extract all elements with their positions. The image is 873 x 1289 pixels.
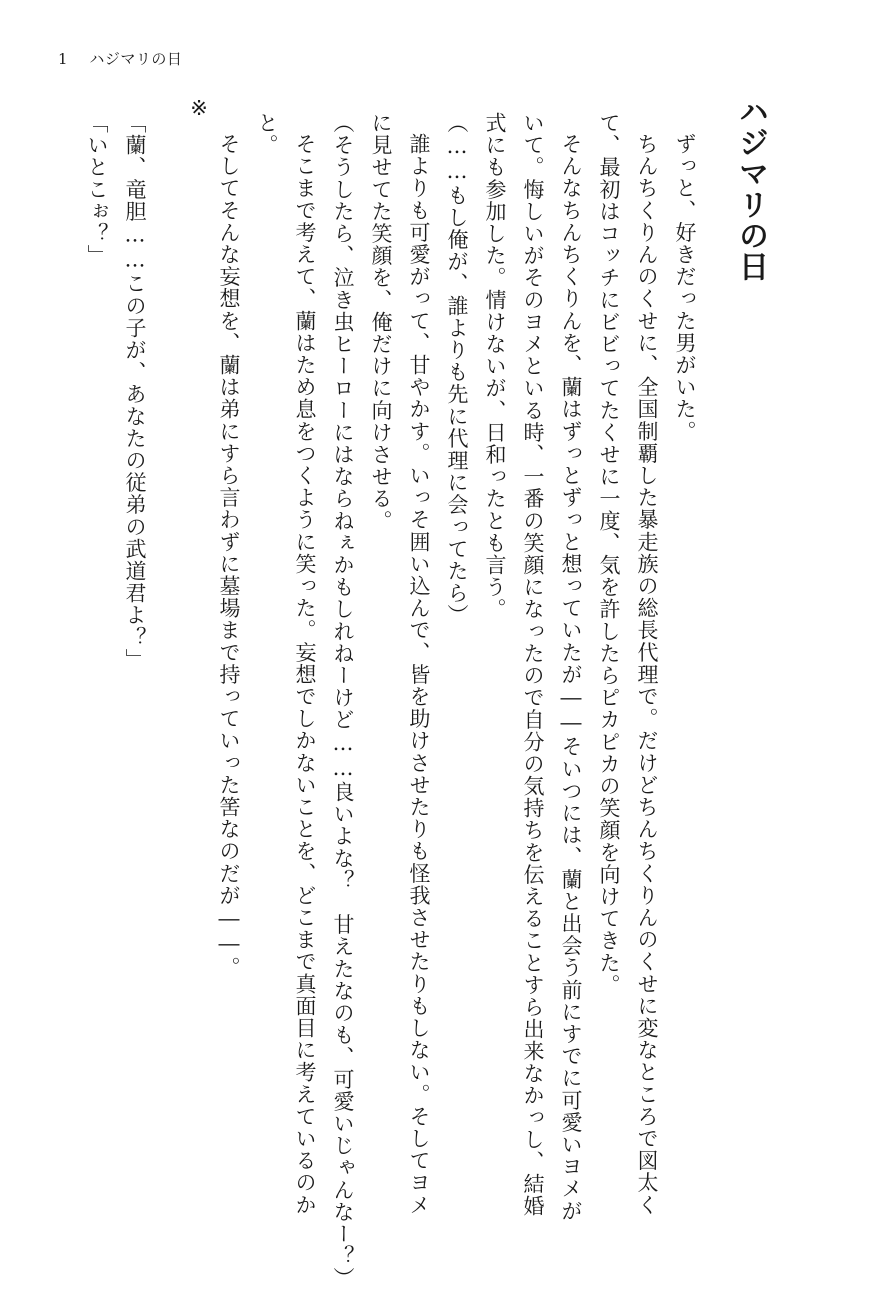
page-header bbox=[58, 48, 182, 69]
chapter-title: ハジマリの日 bbox=[733, 96, 768, 282]
section-break-mark: ※ bbox=[187, 96, 211, 122]
text-line: （……もし俺が、誰よりも先に代理に会ってたら） bbox=[445, 112, 469, 627]
text-line: そんなちんちくりんを、蘭はずっとずっと想っていたが――そいつには、蘭と出会う前にすでに可愛いヨメが bbox=[559, 133, 583, 1222]
text-line: と。 bbox=[255, 112, 279, 157]
text-line: ちんちくりんのくせに、全国制覇した暴走族の総長代理で。だけどちんちくりんのくせに変なところで図太く bbox=[635, 133, 659, 1216]
text-line: （そうしたら、泣き虫ヒーローにはならねぇかもしれねーけど……良いよな？ 甘えたなのも、可愛いじゃんなー？） bbox=[331, 112, 355, 1289]
running-chapter-title: ハジマリの日 bbox=[89, 50, 183, 68]
dialogue-line: 「いとこぉ？」 bbox=[85, 112, 109, 267]
text-line: に見せてた笑顔を、俺だけに向けさせる。 bbox=[369, 112, 393, 532]
dialogue-line: 「蘭、竜胆……この子が、あなたの従弟の武道君よ？」 bbox=[123, 112, 147, 671]
page-number: 1 bbox=[58, 50, 69, 68]
text-line: そしてそんな妄想を、蘭は弟にすら言わずに墓場まで持っていった筈なのだが――。 bbox=[217, 133, 241, 979]
text-line: 式にも参加した。情けないが、日和ったとも言う。 bbox=[483, 112, 507, 621]
text-line: ずっと、好きだった男がいた。 bbox=[673, 133, 697, 443]
text-line: そこまで考えて、蘭はため息をつくように笑った。妄想でしかないことを、どこまで真面目に考えているのか bbox=[293, 133, 317, 1216]
text-line: いて。悔しいがそのヨメといる時、一番の笑顔になったので自分の気持ちを伝えることすら出来なかっし、結婚 bbox=[521, 112, 545, 1217]
text-line: 誰よりも可愛がって、甘やかす。いっそ囲い込んで、皆を助けさせたりも怪我させたりもしない。そしてヨメ bbox=[407, 133, 431, 1216]
text-line: て、最初はコッチにビビってたくせに一度、気を許したらピカピカの笑顔を向けてきた。 bbox=[597, 112, 621, 996]
